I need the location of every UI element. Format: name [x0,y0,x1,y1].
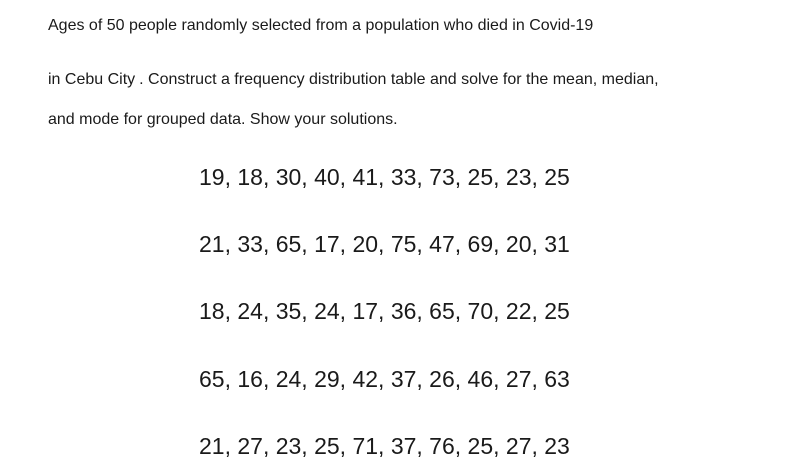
data-row-4: 65, 16, 24, 29, 42, 37, 26, 46, 27, 63 [199,366,570,392]
data-row-1: 19, 18, 30, 40, 41, 33, 73, 25, 23, 25 [199,164,570,190]
problem-statement-line-3: and mode for grouped data. Show your solutions. [48,111,398,128]
problem-statement-line-2 [48,70,659,90]
location-text: in Cebu City [48,71,136,88]
instruction-text: . Construct a frequency distribution table and solve for the mean, median, [139,71,659,88]
problem-statement-line-1: Ages of 50 people randomly selected from a population who died in Covid-19 [48,17,594,34]
data-row-2: 21, 33, 65, 17, 20, 75, 47, 69, 20, 31 [199,231,570,257]
data-row-3: 18, 24, 35, 24, 17, 36, 65, 70, 22, 25 [199,298,570,324]
data-row-5: 21, 27, 23, 25, 71, 37, 76, 25, 27, 23 [199,433,570,459]
